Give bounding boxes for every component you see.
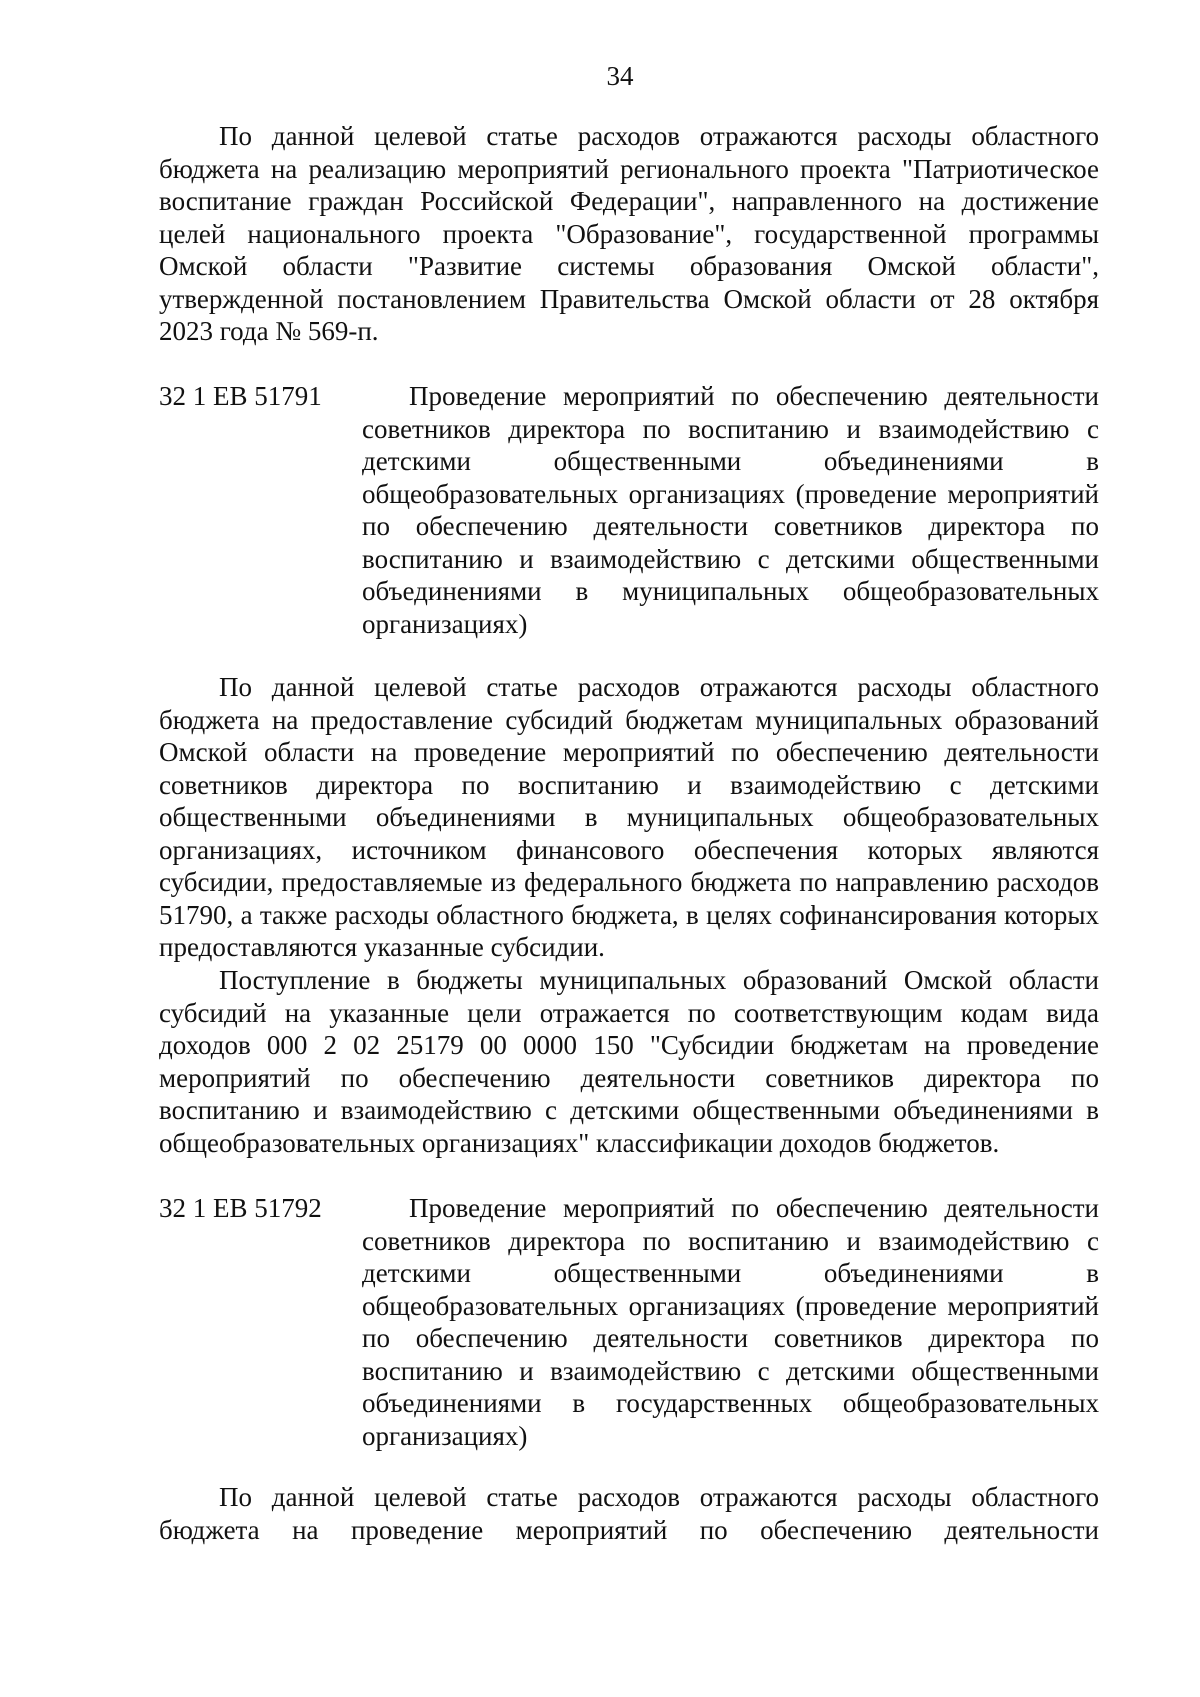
paragraph-subsidy-income: Поступление в бюджеты муниципальных образований Омской области субсидий на указанные цели отражается по соответствующим кодам вида доходов 000 2 02 25179 00 0000 150 "Субсидии бюджетам на проведение мероприятий по обеспечению деятельности советников директора по воспитанию и взаимодействию с детскими общественными объединениями в общеобразовательных организациях" классификации доходов бюджетов. <box>159 965 1099 1158</box>
paragraph-regional-project: По данной целевой статье расходов отражаются расходы областного бюджета на реализацию мероприятий регионального проекта "Патриотическое воспитание граждан Российской Федерации", направленного на достижение целей национального проекта "Образование", государственной программы Омской области "Развитие системы образования Омской области", утвержденной постановлением Правительства Омской области от 28 октября 2023 года № 569-п. <box>159 121 1099 346</box>
paragraph-municipal-subsidies: По данной целевой статье расходов отражаются расходы областного бюджета на предоставление субсидий бюджетам муниципальных образований Омской области на проведение мероприятий по обеспечению деятельности советников директора по воспитанию и взаимодействию с детскими общественными объединениями в муниципальных общеобразовательных организациях, источником финансового обеспечения которых являются субсидии, предоставляемые из федерального бюджета по направлению расходов 51790, а также расходы областного бюджета, в целях софинансирования которых предоставляются указанные субсидии. <box>159 672 1099 962</box>
budget-code: 32 1 ЕВ 51791 <box>159 381 322 411</box>
paragraph-state-organizations: По данной целевой статье расходов отражаются расходы областного бюджета на проведение мероприятий по обеспечению деятельности <box>159 1482 1099 1545</box>
budget-code-description: Проведение мероприятий по обеспечению деятельности советников директора по воспитанию и взаимодействию с детскими общественными объединениями в общеобразовательных организациях (проведение мероприятий по обеспечению деятельности советников директора по воспитанию и взаимодействию с детскими общественными объединениями в муниципальных общеобразовательных организациях) <box>362 381 1099 639</box>
budget-code: 32 1 ЕВ 51792 <box>159 1193 322 1223</box>
page-number: 34 <box>606 61 634 91</box>
budget-code-description: Проведение мероприятий по обеспечению деятельности советников директора по воспитанию и взаимодействию с детскими общественными объединениями в общеобразовательных организациях (проведение мероприятий по обеспечению деятельности советников директора по воспитанию и взаимодействию с детскими общественными объединениями в государственных общеобразовательных организациях) <box>362 1193 1099 1451</box>
